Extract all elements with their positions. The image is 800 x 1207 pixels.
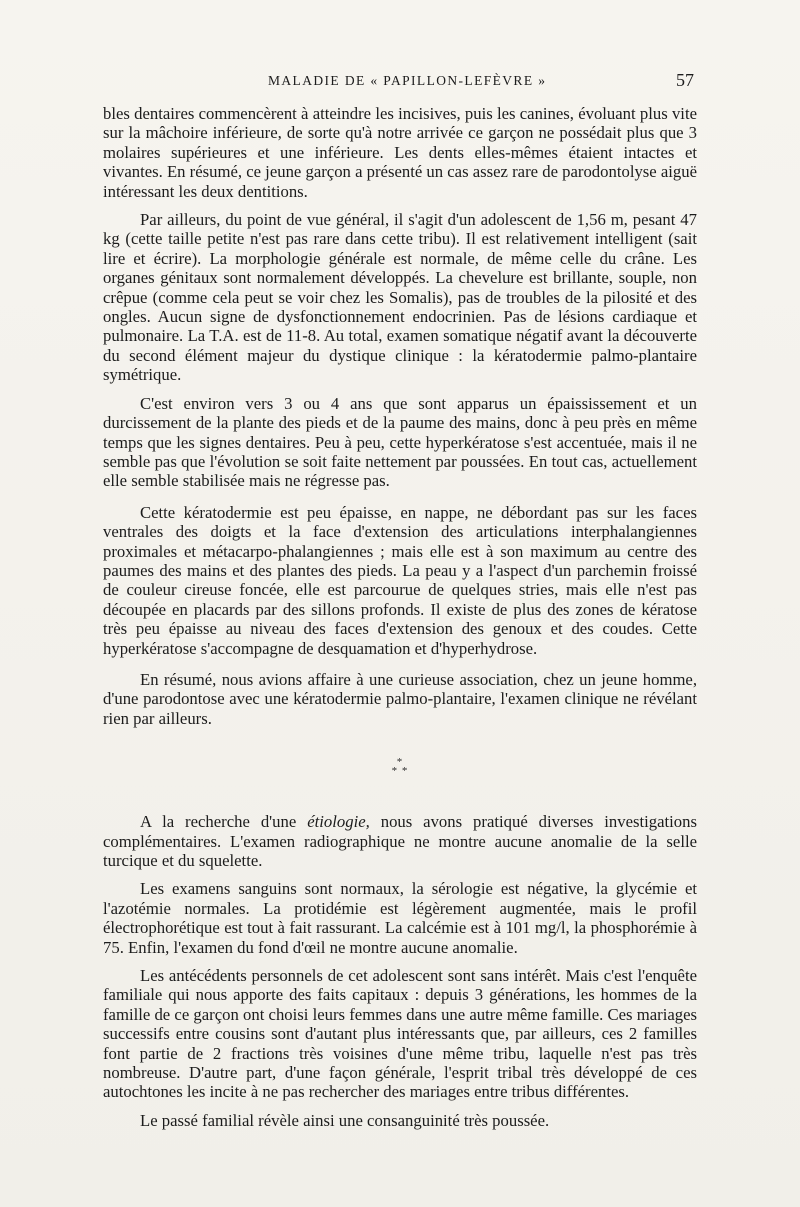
paragraph: Les examens sanguins sont normaux, la sérologie est négative, la glycémie et l'azotémie normales. La protidémie est légèrement augmentée, mais le profil électrophorétique est tout à fait rassurant. La calcémie est à 101 mg/l, la phosphorémie à 75. Enfin, l'examen du fond d'œil ne montre aucune anomalie. [103, 879, 697, 957]
etiology-italic: étiologie, [307, 812, 370, 832]
paragraph-etiology [103, 812, 697, 870]
running-title: MALADIE DE « PAPILLON-LEFÈVRE » [268, 73, 547, 88]
paragraph: Les antécédents personnels de cet adolescent sont sans intérêt. Mais c'est l'enquête familiale qui nous apporte des faits capitaux : depuis 3 générations, les hommes de la famille de ce garçon ont choisi leurs femmes dans une autre même famille. Ces mariages successifs entre cousins sont d'autant plus intéressants que, par ailleurs, ces 2 familles font partie de 2 fractions très voisines d'une même tribu, laquelle n'est pas très nombreuse. D'autre part, d'une façon générale, l'esprit tribal très développé de ces autochtones les incite à ne pas rechercher des mariages entre tribus différentes. [103, 966, 697, 1102]
asterism-bottom: * * [391, 765, 409, 778]
page-number: 57 [676, 70, 694, 90]
paragraph: bles dentaires commencèrent à atteindre les incisives, puis les canines, évoluant plus vite sur la mâchoire inférieure, de sorte qu'à notre arrivée ce garçon ne possédait plus que 3 molaires supérieures et une inférieure. Les dents elles-mêmes étaient intactes et vivantes. En résumé, ce jeune garçon a présenté un cas assez rare de parodontolyse aiguë intéressant les deux dentitions. [103, 104, 698, 201]
paragraph: Cette kératodermie est peu épaisse, en nappe, ne débordant pas sur les faces ventrales des doigts et la face d'extension des articulations interphalangiennes proximales et métacarpo-phalangiennes ; mais elle est à son maximum au centre des paumes des mains et des plantes des pieds. La peau y a l'aspect d'un parchemin froissé de couleur cireuse foncée, elle est parcourue de quelques stries, mais elle n'est pas découpée en placards par des sillons profonds. Il existe de plus des zones de kératose très peu épaisse au niveau des faces d'extension des genoux et des coudes. Cette hyperkératose s'accompagne de desquamation et d'hyperhydrose. [103, 502, 697, 658]
paragraph: En résumé, nous avions affaire à une curieuse association, chez un jeune homme, d'une parodontose avec une kératodermie palmo-plantaire, l'examen clinique ne révélant rien par ailleurs. [103, 669, 697, 728]
asterism-top: * [396, 756, 404, 769]
paragraph: Par ailleurs, du point de vue général, il s'agit d'un adolescent de 1,56 m, pesant 47 kg (cette taille petite n'est pas rare dans cette tribu). Il est relativement intelligent (sait lire et écrire). La morphologie générale est normale, de même celle du crâne. Les organes génitaux sont normalement développés. La chevelure est brillante, souple, non crêpue (comme cela peut se voir chez les Somalis), pas de troubles de la pilosité et des ongles. Aucun signe de dysfonctionnement endocrinien. Pas de lésions cardiaque et pulmonaire. La T.A. est de 11-8. Au total, examen somatique négatif avant la découverte du second élément majeur du dystique clinique : la kératodermie palmo-plantaire symétrique. [103, 210, 697, 385]
paragraph: Le passé familial révèle ainsi une consanguinité très poussée. [140, 1110, 550, 1130]
body-text [103, 104, 697, 1130]
etiology-lead: A la recherche d'une [140, 812, 308, 832]
etiology-rest: nous avons pratiqué diverses investigations complémentaires. L'examen radiographique ne montre aucune anomalie de la selle turcique et du squelette. [103, 812, 697, 870]
paragraph: C'est environ vers 3 ou 4 ans que sont apparus un épaississement et un durcissement de la plante des pieds et de la paume des mains, donc à peu près en même temps que les signes dentaires. Peu à peu, cette hyperkératose s'est accentuée, mais il ne semble pas que l'évolution se soit faite nettement par poussées. En tout cas, actuellement elle semble stabilisée mais ne régresse pas. [103, 393, 697, 491]
section-separator [103, 758, 697, 776]
